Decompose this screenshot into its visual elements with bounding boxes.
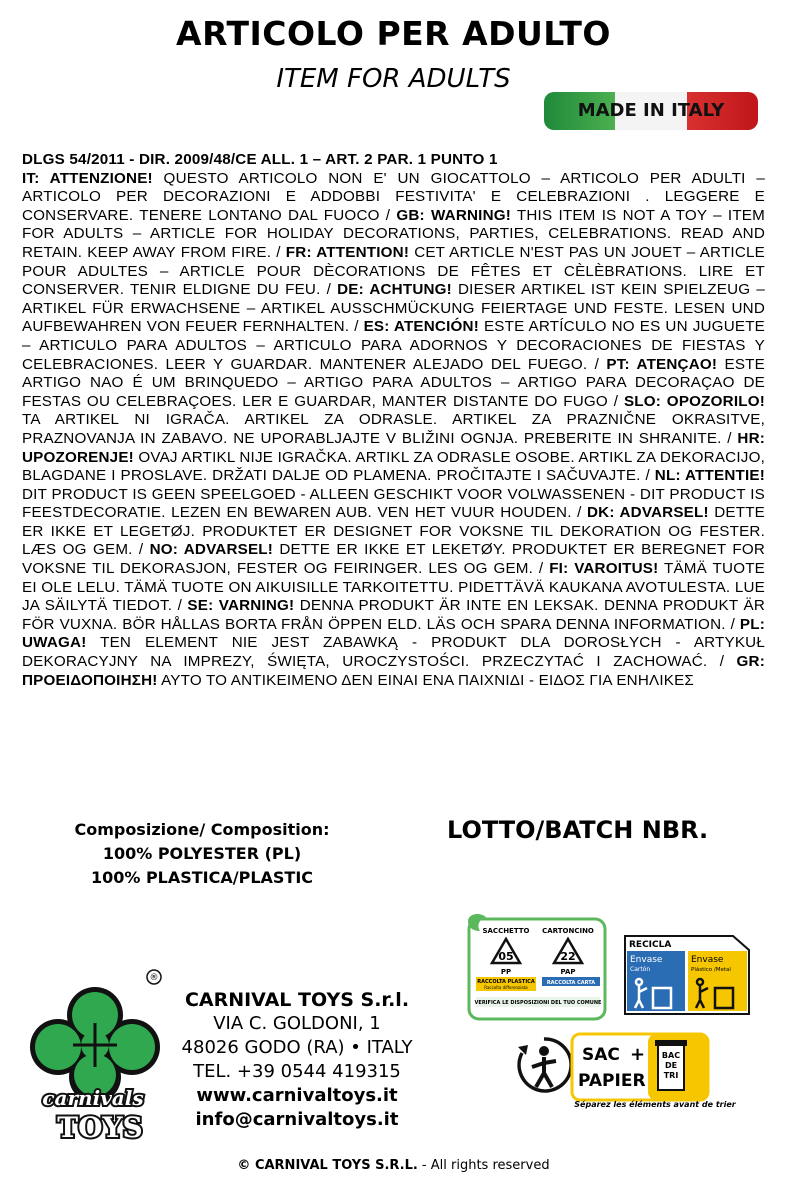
warning-text-no: DETTE ER IKKE ET LEKETØY. PRODUKTET ER BEREGNET FOR VOKSNE TIL DEKORASJON, FESTER OG FEIRINGER. LES OG GEM. /	[22, 541, 765, 578]
warning-label-pl: PL: UWAGA!	[22, 615, 765, 652]
composition-plastic: 100% PLASTICA/PLASTIC	[90, 868, 314, 887]
envase-carton-sub: Cartón	[630, 966, 651, 973]
warning-text-pt: ESTE ARTIGO NAO É UM BRINQUEDO – ARTIGO PARA ADULTOS – ARTIGO PARA DECORAÇAO DE FESTAS OU CELEBRAÇOES. LER E GUARDAR, MANTER DISTANTE DO FUGO /	[22, 355, 765, 410]
warning-text-fi: TÄMÄ TUOTE EI OLE LELU. TÄMÄ TUOTE ON AIKUISILLE TARKOITETTU. PIDETTÄVÄ KAUKANA AVOTULESTA. LUE JA SÄILYTÄ TIEDOT. /	[22, 560, 766, 615]
warning-label-gb: GB: WARNING!	[396, 206, 512, 224]
company-name: CARNIVAL TOYS S.r.l.	[184, 989, 410, 1011]
warning-text-nl: DIT PRODUCT IS GEEN SPEELGOED - ALLEEN GESCHIKT VOOR VOLWASSENEN - DIT PRODUCT IS FEESTDECORATIE. LEZEN EN BEWAREN AUB. VEN HET VUUR HOUDEN. /	[22, 485, 765, 522]
sac-word: SAC	[582, 1045, 620, 1065]
warning-label-nl: NL: ATTENTIE!	[654, 467, 765, 485]
copyright-owner: © CARNIVAL TOYS S.R.L.	[237, 1158, 418, 1173]
separation-note: Séparez les éléments avant de trier	[574, 1100, 736, 1109]
warning-text-dk: DETTE ER IKKE ET LEGETØJ. PRODUKTET ER DESIGNET FOR VOKSNE TIL DEKORATION OG FESTER. LÆS OG GEM. /	[22, 504, 765, 559]
tri-word: TRI	[663, 1071, 679, 1080]
logo-word-carnivals: carnivals	[42, 1086, 144, 1110]
triman-icon	[514, 1033, 574, 1095]
plastic-material: PP	[500, 968, 512, 976]
info-tri-label	[570, 1032, 710, 1102]
made-in-italy-label: MADE IN ITALY	[577, 100, 725, 121]
warning-label-hr: HR: UPOZORENJE!	[22, 429, 765, 466]
company-phone: TEL. +39 0544 419315	[193, 1061, 401, 1082]
papier-word: PAPIER	[578, 1071, 646, 1091]
logo-word-toys: TOYS	[57, 1111, 143, 1144]
warning-label-se: SE: VARNING!	[187, 597, 295, 615]
copyright-rights: - All rights reserved	[417, 1158, 550, 1173]
warning-text-pl: TEN ELEMENT NIE JEST ZABAWKĄ - PRODUKT DLA DOROSŁYCH - ARTYKUŁ DEKORACYJNY NA IMPREZY, ŚWIĘTA, UROCZYSTOŚCI. PRZECZYTAĆ I ZACHOWAĆ. /	[22, 634, 765, 671]
warning-label-no: NO: ADVARSEL!	[149, 541, 274, 559]
composition-block	[52, 818, 352, 890]
warning-text-it: QUESTO ARTICOLO NON E' UN GIOCATTOLO – ARTICOLO PER ADULTI – ARTICOLO PER DECORAZIONI E ADDOBBI FESTIVITA' E CELEBRAZIONI . LEGGERE E CONSERVARE. TENERE LONTANO DAL FUOCO /	[22, 169, 765, 224]
safety-warnings	[22, 151, 765, 690]
envase-plastico: Envase	[691, 955, 724, 965]
warnings-body	[22, 170, 765, 689]
page-subtitle: ITEM FOR ADULTS	[276, 64, 511, 94]
batch-number-label: LOTTO/BATCH NBR.	[447, 816, 709, 844]
page-title: ARTICOLO PER ADULTO	[176, 14, 611, 53]
company-website: www.carnivaltoys.it	[196, 1085, 398, 1106]
bac-word: BAC	[661, 1051, 681, 1060]
verifica-comune: VERIFICA LE DISPOSIZIONI DEL TUO COMUNE	[474, 1000, 602, 1006]
composition-heading: Composizione/ Composition:	[74, 820, 330, 839]
recicla-title: RECICLA	[629, 940, 672, 950]
warning-text-slo: TA ARTIKEL NI IGRAČA. ARTIKEL ZA ODRASLE. ARTIKEL ZA PRAZNIČNE OKRASITVE, PRAZNOVANJA IN ZABAVO. NE UPORABLJAJTE V BLIŽINI OGNJA. PREBERITE IN SHRANITE. /	[22, 411, 765, 447]
warning-label-it: IT: ATTENZIONE!	[22, 169, 153, 187]
paper-code: 22	[560, 950, 576, 963]
cartoncino-label: CARTONCINO	[542, 927, 594, 935]
envase-plastico-sub: Plástico /Metal	[691, 967, 731, 973]
composition-polyester: 100% POLYESTER (PL)	[102, 844, 302, 863]
warning-text-es: ESTE ARTÍCULO NO ES UN JUGUETE – ARTICULO PARA ADULTOS – ARTICULO PARA ADORNOS Y DECORACIONES DE FIESTAS Y CELEBRACIONES. LEER Y GUARDAR. MANTENER ALEJADO DEL FUEGO. /	[22, 318, 765, 373]
raccolta-differenziata: Raccolta differenziata	[484, 985, 528, 990]
company-city: 48026 GODO (RA) • ITALY	[181, 1037, 413, 1058]
warning-text-fr: CET ARTICLE N'EST PAS UN JOUET – ARTICLE POUR ADULTES – ARTICLE POUR DÈCORATIONS DE FÊTES ET CÈLÈBRATIONS. LIRE ET CONSERVER. TENIR ELDIGNE DU FEU. /	[22, 243, 765, 299]
warning-label-fr: FR: ATTENTION!	[285, 243, 410, 261]
copyright-footer	[0, 1158, 787, 1173]
warning-label-es: ES: ATENCIÓN!	[363, 318, 479, 336]
regulation-heading: DLGS 54/2011 - DIR. 2009/48/CE ALL. 1 – ART. 2 PAR. 1 PUNTO 1	[22, 151, 498, 168]
warning-text-hr: OVAJ ARTIKL NIJE IGRAČKA. ARTIKL ZA ODRASLE OSOBE. ARTIKL ZA DEKORACIJO, BLAGDANE I PROSLAVE. DRŽATI DALJE OD PLAMENA. PROČITAJTE I SAČUVAJTE. /	[22, 448, 765, 485]
plastic-code: 05	[498, 950, 514, 963]
plus-sign: +	[630, 1044, 646, 1065]
raccolta-carta: RACCOLTA CARTA	[546, 980, 596, 986]
warning-label-fi: FI: VAROITUS!	[549, 560, 659, 578]
company-email: info@carnivaltoys.it	[195, 1109, 399, 1130]
warning-label-pt: PT: ATENÇAO!	[606, 355, 718, 373]
warning-label-dk: DK: ADVARSEL!	[586, 504, 709, 522]
de-word: DE	[664, 1061, 678, 1070]
warning-label-de: DE: ACHTUNG!	[337, 281, 452, 299]
raccolta-plastica: RACCOLTA PLASTICA	[477, 979, 535, 985]
registered-mark: ®	[149, 973, 159, 983]
warning-text-de: DIESER ARTIKEL IST KEIN SPIELZEUG – ARTIKEL FÜR ERWACHSENE – ARTIKEL AUSSCHMÜCKUNG FEIERTAGE UND FESTE. LESEN UND AUFBEWAHREN VON FEUER FERNHALTEN. /	[22, 281, 766, 336]
sacchetto-label: SACCHETTO	[482, 927, 530, 935]
envase-carton: Envase	[630, 955, 663, 965]
warning-label-slo: SLO: OPOZORILO!	[623, 392, 765, 410]
italian-recycling-label	[466, 913, 609, 1023]
paper-material: PAP	[560, 968, 576, 976]
warning-text-se: DENNA PRODUKT ÄR INTE EN LEKSAK. DENNA PRODUKT ÄR FÖR VUXNA. BÖR HÅLLAS BORTA FRÅN ÖPPEN ELD. LÄS OCH SPARA DENNA INFORMATION. /	[22, 597, 765, 633]
company-contact-block	[168, 988, 426, 1132]
clover-logo-icon	[28, 967, 163, 1147]
recicla-label	[623, 934, 751, 1016]
company-street: VIA C. GOLDONI, 1	[213, 1013, 381, 1034]
warning-label-gr: GR: ΠΡΟΕΙΔΟΠΟΙΗΣΗ!	[22, 653, 765, 689]
warning-text-gb: THIS ITEM IS NOT A TOY – ITEM FOR ADULTS – ARTICLE FOR HOLIDAY DECORATIONS, PARTIES, CELEBRATIONS. READ AND RETAIN. KEEP AWAY FROM FIRE. /	[22, 206, 765, 261]
warning-text-gr: ΑΥΤΟ ΤΟ ΑΝΤΙΚΕΙΜΕΝΟ ΔΕΝ ΕΙΝΑΙ ΕΝΑ ΠΑΙΧΝΙΔΙ - ΕΙΔΟΣ ΓΙΑ ΕΝΗΛΙΚΕΣ	[157, 671, 695, 689]
